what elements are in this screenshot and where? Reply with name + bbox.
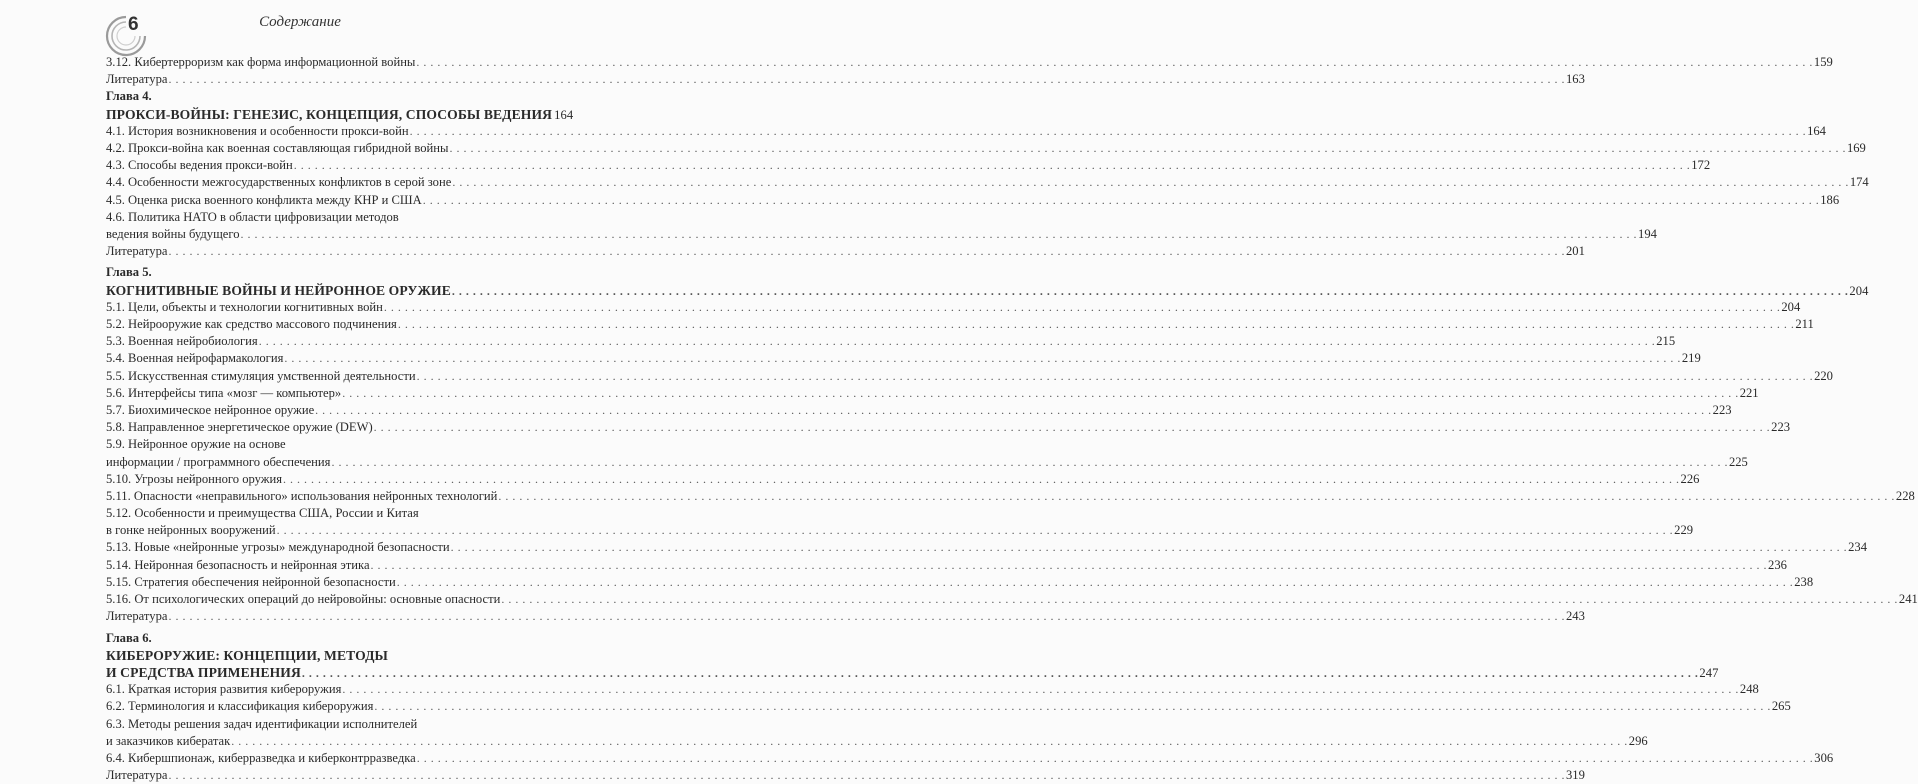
toc-entry xyxy=(106,243,1585,260)
toc-entry-page: 229 xyxy=(1674,523,1694,538)
toc-entry-label: КИБЕРОРУЖИЕ: КОНЦЕПЦИИ, МЕТОДЫ xyxy=(106,647,389,663)
toc-entry xyxy=(106,368,1833,385)
dot-leader: . . . . . . . . . . . . . . . . . . . . . . . . . . . . . . . . . . . . . . . . . . . . . . . . . . . . . . . . . . . . . . . . . . . . . . . . . . . . . . . . . . . . . . . . . . . . . . . . . . . . . . . . . . . . . . . . . . . . . . . . . . . . . . . . . . . . . . . . . . . . . . . . . . . . . . . . . . . . . . . . . . . . . . . . . . . . . . . . . . . . . . . . . . . . . . . . . . . . . . . . xyxy=(373,420,1771,435)
dot-leader: . . . . . . . . . . . . . . . . . . . . . . . . . . . . . . . . . . . . . . . . . . . . . . . . . . . . . . . . . . . . . . . . . . . . . . . . . . . . . . . . . . . . . . . . . . . . . . . . . . . . . . . . . . . . . . . . . . . . . . . . . . . . . . . . . . . . . . . . . . . . . . . . . . . . . . . . . . . . . . . . . . . . . . . . . . . . . . . . . . . . . . . . . . . . . . . . . . . . . . . . xyxy=(396,574,1794,589)
toc-entry xyxy=(106,350,1701,367)
chapter-title xyxy=(106,664,1719,681)
toc-entry xyxy=(106,767,1585,784)
toc-entry-label: ведения войны будущего xyxy=(106,226,240,241)
toc-entry-label: в гонке нейронных вооружений xyxy=(106,523,276,538)
toc-entry-label: 5.16. От психологических операций до нейровойны: основные опасности xyxy=(106,592,501,606)
toc-entry-page: 201 xyxy=(1565,244,1585,259)
toc-entry-page: 204 xyxy=(1849,283,1869,298)
toc-entry xyxy=(106,226,1657,243)
running-title: Содержание xyxy=(259,14,341,30)
toc-entry xyxy=(106,385,1759,402)
toc-entry-label: 5.7. Биохимическое нейронное оружие xyxy=(106,402,315,417)
toc-entry-page: 186 xyxy=(1820,192,1840,207)
toc-entry xyxy=(106,454,1748,471)
toc-entry-label: 5.9. Нейронное оружие на основе xyxy=(106,437,286,452)
toc-entry-page: 220 xyxy=(1814,368,1833,383)
toc-entry-label: 5.1. Цели, объекты и технологии когнитивных войн xyxy=(106,299,383,314)
toc-entry xyxy=(106,522,1694,539)
toc-entry-label: 5.8. Направленное энергетическое оружие (DEW) xyxy=(106,420,373,435)
dot-leader: . . . . . . . . . . . . . . . . . . . . . . . . . . . . . . . . . . . . . . . . . . . . . . . . . . . . . . . . . . . . . . . . . . . . . . . . . . . . . . . . . . . . . . . . . . . . . . . . . . . . . . . . . . . . . . . . . . . . . . . . . . . . . . . . . . . . . . . . . . . . . . . . . . . . . . . . . . . . . . . . . . . . . . . . . . . . . . . . . . . . . . . . . . . . . . . . . . . . . . . . xyxy=(383,299,1781,314)
toc-entry xyxy=(106,505,538,522)
toc-entry xyxy=(106,750,1834,767)
toc-entry-page: 215 xyxy=(1656,334,1676,349)
toc-entry-label: 4.2. Прокси-война как военная составляющая гибридной войны xyxy=(106,140,449,155)
toc-entry-label: информации / программного обеспечения xyxy=(106,454,331,469)
toc-entry xyxy=(106,333,1676,350)
dot-leader: . . . . . . . . . . . . . . . . . . . . . . . . . . . . . . . . . . . . . . . . . . . . . . . . . . . . . . . . . . . . . . . . . . . . . . . . . . . . . . . . . . . . . . . . . . . . . . . . . . . . . . . . . . . . . . . . . . . . . . . . . . . . . . . . . . . . . . . . . . . . . . . . . . . . . . . . . . . . . . . . . . . . . . . . . . . . . . . . . . . . . . . . . . . . . . . . . . . . . . . . xyxy=(451,283,1849,298)
dot-leader: . . . . . . . . . . . . . . . . . . . . . . . . . . . . . . . . . . . . . . . . . . . . . . . . . . . . . . . . . . . . . . . . . . . . . . . . . . . . . . . . . . . . . . . . . . . . . . . . . . . . . . . . . . . . . . . . . . . . . . . . . . . . . . . . . . . . . . . . . . . . . . . . . . . . . . . . . . . . . . . . . . . . . . . . . . . . . . . . . . . . . . . . . . . . . . . . . . . . . . . . xyxy=(397,317,1795,331)
dot-leader: . . . . . . . . . . . . . . . . . . . . . . . . . . . . . . . . . . . . . . . . . . . . . . . . . . . . . . . . . . . . . . . . . . . . . . . . . . . . . . . . . . . . . . . . . . . . . . . . . . . . . . . . . . . . . . . . . . . . . . . . . . . . . . . . . . . . . . . . . . . . . . . . . . . . . . . . . . . . . . . . . . . . . . . . . . . . . . . . . . . . . . . . . . . . . . . . . . . . . . . . xyxy=(416,55,1813,69)
toc-entry xyxy=(106,157,1711,174)
toc-entry-page: 221 xyxy=(1739,385,1759,400)
toc-entry xyxy=(106,316,1814,333)
dot-leader: . . . . . . . . . . . . . . . . . . . . . . . . . . . . . . . . . . . . . . . . . . . . . . . . . . . . . . . . . . . . . . . . . . . . . . . . . . . . . . . . . . . . . . . . . . . . . . . . . . . . . . . . . . . . . . . . . . . . . . . . . . . . . . . . . . . . . . . . . . . . . . . . . . . . . . . . . . . . . . . . . . . . . . . . . . . . . . . . . . . . . . . . . . . . . . . . . . . . . . . . xyxy=(168,244,1565,259)
toc-entry xyxy=(106,471,1700,488)
dot-leader: . . . . . . . . . . . . . . . . . . . . . . . . . . . . . . . . . . . . . . . . . . . . . . . . . . . . . . . . . . . . . . . . . . . . . . . . . . . . . . . . . . . . . . . . . . . . . . . . . . . . . . . . . . . . . . . . . . . . . . . . . . . . . . . . . . . . . . . . . . . . . . . . . . . . . . . . . . . . . . . . . . . . . . . . . . . . . . . . . . . . . . . . . . . . . . . . . . . . . . . . xyxy=(331,454,1728,469)
toc-entry xyxy=(106,123,1826,140)
toc-entry-label: 6.1. Краткая история развития кибероружия xyxy=(106,682,342,697)
toc-entry-page: 228 xyxy=(1895,488,1915,503)
toc-entry-label: И СРЕДСТВА ПРИМЕНЕНИЯ xyxy=(106,664,301,680)
toc-entry xyxy=(106,488,1915,505)
dot-leader: . . . . . . . . . . . . . . . . . . . . . . . . . . . . . . . . . . . . . . . . . . . . . . . . . . . . . . . . . . . . . . . . . . . . . . . . . . . . . . . . . . . . . . . . . . . . . . . . . . . . . . . . . . . . . . . . . . . . . . . . . . . . . . . . . . . . . . . . . . . . . . . . . . . . . . . . . . . . . . . . . . . . . . . . . . . . . . . . . . . . . . . . . . . . . . . . . . . . . . . . xyxy=(374,699,1771,714)
toc-entry-page: 164 xyxy=(1807,123,1826,138)
toc-entry-label: 5.2. Нейрооружие как средство массового подчинения xyxy=(106,317,397,331)
toc-entry xyxy=(106,419,1791,436)
toc-entry-page: 172 xyxy=(1691,158,1711,173)
chapter-heading xyxy=(106,88,538,105)
page-number: 6 xyxy=(128,14,139,35)
toc-entry xyxy=(106,209,538,226)
dot-leader: . . . . . . . . . . . . . . . . . . . . . . . . . . . . . . . . . . . . . . . . . . . . . . . . . . . . . . . . . . . . . . . . . . . . . . . . . . . . . . . . . . . . . . . . . . . . . . . . . . . . . . . . . . . . . . . . . . . . . . . . . . . . . . . . . . . . . . . . . . . . . . . . . . . . . . . . . . . . . . . . . . . . . . . . . . . . . . . . . . . . . . . . . . . . . . . . . . . . . . . . xyxy=(409,123,1807,138)
toc-entry-page: 225 xyxy=(1728,454,1748,469)
toc-entry-label: 5.14. Нейронная безопасность и нейронная этика xyxy=(106,557,370,572)
toc-entry-page: 159 xyxy=(1813,55,1833,69)
dot-leader: . . . . . . . . . . . . . . . . . . . . . . . . . . . . . . . . . . . . . . . . . . . . . . . . . . . . . . . . . . . . . . . . . . . . . . . . . . . . . . . . . . . . . . . . . . . . . . . . . . . . . . . . . . . . . . . . . . . . . . . . . . . . . . . . . . . . . . . . . . . . . . . . . . . . . . . . . . . . . . . . . . . . . . . . . . . . . . . . . . . . . . . . . . . . . . . . . . . . . . . . xyxy=(315,402,1712,417)
dot-leader: . . . . . . . . . . . . . . . . . . . . . . . . . . . . . . . . . . . . . . . . . . . . . . . . . . . . . . . . . . . . . . . . . . . . . . . . . . . . . . . . . . . . . . . . . . . . . . . . . . . . . . . . . . . . . . . . . . . . . . . . . . . . . . . . . . . . . . . . . . . . . . . . . . . . . . . . . . . . . . . . . . . . . . . . . . . . . . . . . . . . . . . . . . . . . . . . . . . . . . . . xyxy=(370,557,1768,572)
toc-entry-page: 265 xyxy=(1771,699,1791,714)
toc-entry-page: 319 xyxy=(1565,768,1585,783)
toc-entry-label: 5.6. Интерфейсы типа «мозг — компьютер» xyxy=(106,385,342,400)
toc-entry-label: и заказчиков кибератак xyxy=(106,733,231,748)
toc-entry-label: 4.1. История возникновения и особенности прокси-войн xyxy=(106,123,409,138)
toc-entry-label: Литература xyxy=(106,609,168,624)
toc-entry-label: 5.4. Военная нейрофармакология xyxy=(106,351,284,366)
toc-entry-label: 6.2. Терминология и классификация кибероружия xyxy=(106,699,374,714)
toc-entry-label: 3.12. Кибертерроризм как форма информационной войны xyxy=(106,55,416,69)
toc-entry xyxy=(106,539,1867,556)
dot-leader: . . . . . . . . . . . . . . . . . . . . . . . . . . . . . . . . . . . . . . . . . . . . . . . . . . . . . . . . . . . . . . . . . . . . . . . . . . . . . . . . . . . . . . . . . . . . . . . . . . . . . . . . . . . . . . . . . . . . . . . . . . . . . . . . . . . . . . . . . . . . . . . . . . . . . . . . . . . . . . . . . . . . . . . . . . . . . . . . . . . . . . . . . . . . . . . . . . . . . . . . xyxy=(498,488,1895,503)
toc-entry xyxy=(106,681,1759,698)
toc-entry-page: 238 xyxy=(1794,574,1814,589)
toc-entry xyxy=(106,192,1840,209)
dot-leader: . . . . . . . . . . . . . . . . . . . . . . . . . . . . . . . . . . . . . . . . . . . . . . . . . . . . . . . . . . . . . . . . . . . . . . . . . . . . . . . . . . . . . . . . . . . . . . . . . . . . . . . . . . . . . . . . . . . . . . . . . . . . . . . . . . . . . . . . . . . . . . . . . . . . . . . . . . . . . . . . . . . . . . . . . . . . . . . . . . . . . . . . . . . . . . . . . . . . . . . . xyxy=(450,540,1848,555)
dot-leader: . . . . . . . . . . . . . . . . . . . . . . . . . . . . . . . . . . . . . . . . . . . . . . . . . . . . . . . . . . . . . . . . . . . . . . . . . . . . . . . . . . . . . . . . . . . . . . . . . . . . . . . . . . . . . . . . . . . . . . . . . . . . . . . . . . . . . . . . . . . . . . . . . . . . . . . . . . . . . . . . . . . . . . . . . . . . . . . . . . . . . . . . . . . . . . . . . . . . . . . . xyxy=(293,158,1691,173)
dot-leader: . . . . . . . . . . . . . . . . . . . . . . . . . . . . . . . . . . . . . . . . . . . . . . . . . . . . . . . . . . . . . . . . . . . . . . . . . . . . . . . . . . . . . . . . . . . . . . . . . . . . . . . . . . . . . . . . . . . . . . . . . . . . . . . . . . . . . . . . . . . . . . . . . . . . . . . . . . . . . . . . . . . . . . . . . . . . . . . . . . . . . . . . . . . . . . . . . . . . . . . . xyxy=(342,682,1739,697)
toc-entry-page: 241 xyxy=(1898,592,1918,606)
dot-leader: . . . . . . . . . . . . . . . . . . . . . . . . . . . . . . . . . . . . . . . . . . . . . . . . . . . . . . . . . . . . . . . . . . . . . . . . . . . . . . . . . . . . . . . . . . . . . . . . . . . . . . . . . . . . . . . . . . . . . . . . . . . . . . . . . . . . . . . . . . . . . . . . . . . . . . . . . . . . . . . . . . . . . . . . . . . . . . . . . . . . . . . . . . . . . . . . . . . . . . . . xyxy=(276,523,1674,538)
toc-entry-label: 5.10. Угрозы нейронного оружия xyxy=(106,471,283,486)
toc-entry-label: 5.5. Искусственная стимуляция умственной деятельности xyxy=(106,368,416,383)
toc-entry-label: Литература xyxy=(106,244,168,259)
chapter-title xyxy=(106,106,574,123)
dot-leader: . . . . . . . . . . . . . . . . . . . . . . . . . . . . . . . . . . . . . . . . . . . . . . . . . . . . . . . . . . . . . . . . . . . . . . . . . . . . . . . . . . . . . . . . . . . . . . . . . . . . . . . . . . . . . . . . . . . . . . . . . . . . . . . . . . . . . . . . . . . . . . . . . . . . . . . . . . . . . . . . . . . . . . . . . . . . . . . . . . . . . . . . . . . . . . . . . . . . . . . . xyxy=(449,140,1846,155)
toc-entry xyxy=(106,698,1791,715)
chapter-heading xyxy=(106,264,538,281)
toc-entry xyxy=(106,71,1585,88)
toc-entry-page: 234 xyxy=(1848,540,1867,555)
toc-entry-label: 6.4. Кибершпионаж, киберразведка и киберконтрразведка xyxy=(106,750,416,765)
toc-entry-page: 236 xyxy=(1768,557,1787,572)
toc-entry-page: 169 xyxy=(1846,140,1866,155)
toc-entry-label: Глава 6. xyxy=(106,630,152,645)
toc-entry xyxy=(106,402,1732,419)
chapter-title xyxy=(106,647,538,664)
toc-entry-page: 223 xyxy=(1712,402,1732,417)
toc-entry-label: Глава 4. xyxy=(106,89,152,104)
dot-leader: . . . . . . . . . . . . . . . . . . . . . . . . . . . . . . . . . . . . . . . . . . . . . . . . . . . . . . . . . . . . . . . . . . . . . . . . . . . . . . . . . . . . . . . . . . . . . . . . . . . . . . . . . . . . . . . . . . . . . . . . . . . . . . . . . . . . . . . . . . . . . . . . . . . . . . . . . . . . . . . . . . . . . . . . . . . . . . . . . . . . . . . . . . . . . . . . . . . . . . . . xyxy=(258,334,1656,349)
dot-leader: . . . . . . . . . . . . . . . . . . . . . . . . . . . . . . . . . . . . . . . . . . . . . . . . . . . . . . . . . . . . . . . . . . . . . . . . . . . . . . . . . . . . . . . . . . . . . . . . . . . . . . . . . . . . . . . . . . . . . . . . . . . . . . . . . . . . . . . . . . . . . . . . . . . . . . . . . . . . . . . . . . . . . . . . . . . . . . . . . . . . . . . . . . . . . . . . . . . . . . . . xyxy=(301,665,1699,680)
toc-entry xyxy=(106,436,538,453)
toc-entry-page: 164 xyxy=(554,107,574,122)
toc-entry-page: 247 xyxy=(1699,665,1719,680)
dot-leader: . . . . . . . . . . . . . . . . . . . . . . . . . . . . . . . . . . . . . . . . . . . . . . . . . . . . . . . . . . . . . . . . . . . . . . . . . . . . . . . . . . . . . . . . . . . . . . . . . . . . . . . . . . . . . . . . . . . . . . . . . . . . . . . . . . . . . . . . . . . . . . . . . . . . . . . . . . . . . . . . . . . . . . . . . . . . . . . . . . . . . . . . . . . . . . . . . . . . . . . . xyxy=(416,368,1814,383)
toc-entry-page: 211 xyxy=(1795,317,1814,331)
toc-entry xyxy=(106,716,538,733)
dot-leader: . . . . . . . . . . . . . . . . . . . . . . . . . . . . . . . . . . . . . . . . . . . . . . . . . . . . . . . . . . . . . . . . . . . . . . . . . . . . . . . . . . . . . . . . . . . . . . . . . . . . . . . . . . . . . . . . . . . . . . . . . . . . . . . . . . . . . . . . . . . . . . . . . . . . . . . . . . . . . . . . . . . . . . . . . . . . . . . . . . . . . . . . . . . . . . . . . . . . . . . . xyxy=(452,175,1849,190)
toc-entry-page: 219 xyxy=(1681,351,1701,366)
dot-leader: . . . . . . . . . . . . . . . . . . . . . . . . . . . . . . . . . . . . . . . . . . . . . . . . . . . . . . . . . . . . . . . . . . . . . . . . . . . . . . . . . . . . . . . . . . . . . . . . . . . . . . . . . . . . . . . . . . . . . . . . . . . . . . . . . . . . . . . . . . . . . . . . . . . . . . . . . . . . . . . . . . . . . . . . . . . . . . . . . . . . . . . . . . . . . . . . . . . . . . . . xyxy=(284,351,1681,366)
table-of-contents xyxy=(106,54,1918,784)
toc-entry-label: ПРОКСИ-ВОЙНЫ: ГЕНЕЗИС, КОНЦЕПЦИЯ, СПОСОБЫ ВЕДЕНИЯ xyxy=(106,106,553,122)
toc-entry-label: Литература xyxy=(106,72,168,87)
toc-entry-label: 4.5. Оценка риска военного конфликта между КНР и США xyxy=(106,192,422,207)
toc-entry xyxy=(106,140,1866,157)
toc-entry xyxy=(106,733,1648,750)
toc-entry-label: 6.3. Методы решения задач идентификации исполнителей xyxy=(106,716,418,731)
toc-entry-page: 248 xyxy=(1739,682,1759,697)
toc-entry-page: 296 xyxy=(1628,733,1648,748)
dot-leader: . . . . . . . . . . . . . . . . . . . . . . . . . . . . . . . . . . . . . . . . . . . . . . . . . . . . . . . . . . . . . . . . . . . . . . . . . . . . . . . . . . . . . . . . . . . . . . . . . . . . . . . . . . . . . . . . . . . . . . . . . . . . . . . . . . . . . . . . . . . . . . . . . . . . . . . . . . . . . . . . . . . . . . . . . . . . . . . . . . . . . . . . . . . . . . . . . . . . . . . . xyxy=(416,750,1814,765)
toc-entry-page: 174 xyxy=(1849,175,1869,190)
toc-entry-label: 5.11. Опасности «неправильного» использования нейронных технологий xyxy=(106,488,498,503)
chapter-heading xyxy=(106,630,538,647)
dot-leader: . . . . . . . . . . . . . . . . . . . . . . . . . . . . . . . . . . . . . . . . . . . . . . . . . . . . . . . . . . . . . . . . . . . . . . . . . . . . . . . . . . . . . . . . . . . . . . . . . . . . . . . . . . . . . . . . . . . . . . . . . . . . . . . . . . . . . . . . . . . . . . . . . . . . . . . . . . . . . . . . . . . . . . . . . . . . . . . . . . . . . . . . . . . . . . . . . . . . . . . . xyxy=(168,609,1565,624)
toc-entry-label: 5.15. Стратегия обеспечения нейронной безопасности xyxy=(106,574,396,589)
toc-entry-page: 243 xyxy=(1565,609,1585,624)
toc-entry-page: 204 xyxy=(1781,299,1801,314)
toc-entry-page: 223 xyxy=(1771,420,1791,435)
dot-leader: . . . . . . . . . . . . . . . . . . . . . . . . . . . . . . . . . . . . . . . . . . . . . . . . . . . . . . . . . . . . . . . . . . . . . . . . . . . . . . . . . . . . . . . . . . . . . . . . . . . . . . . . . . . . . . . . . . . . . . . . . . . . . . . . . . . . . . . . . . . . . . . . . . . . . . . . . . . . . . . . . . . . . . . . . . . . . . . . . . . . . . . . . . . . . . . . . . . . . . . . xyxy=(240,226,1638,241)
toc-entry xyxy=(106,557,1787,574)
dot-leader: . . . . . . . . . . . . . . . . . . . . . . . . . . . . . . . . . . . . . . . . . . . . . . . . . . . . . . . . . . . . . . . . . . . . . . . . . . . . . . . . . . . . . . . . . . . . . . . . . . . . . . . . . . . . . . . . . . . . . . . . . . . . . . . . . . . . . . . . . . . . . . . . . . . . . . . . . . . . . . . . . . . . . . . . . . . . . . . . . . . . . . . . . . . . . . . . . . . . . . . . xyxy=(231,733,1628,748)
toc-entry xyxy=(106,174,1869,191)
toc-entry-label: Глава 5. xyxy=(106,265,152,280)
toc-entry xyxy=(106,54,1833,71)
chapter-title xyxy=(106,282,1869,299)
toc-entry-page: 306 xyxy=(1814,750,1834,765)
toc-entry-page: 163 xyxy=(1565,72,1585,87)
dot-leader: . . . . . . . . . . . . . . . . . . . . . . . . . . . . . . . . . . . . . . . . . . . . . . . . . . . . . . . . . . . . . . . . . . . . . . . . . . . . . . . . . . . . . . . . . . . . . . . . . . . . . . . . . . . . . . . . . . . . . . . . . . . . . . . . . . . . . . . . . . . . . . . . . . . . . . . . . . . . . . . . . . . . . . . . . . . . . . . . . . . . . . . . . . . . . . . . . . . . . . . . xyxy=(342,385,1739,400)
toc-entry-page: 226 xyxy=(1680,471,1700,486)
toc-entry xyxy=(106,574,1814,591)
toc-entry-label: 4.3. Способы ведения прокси-войн xyxy=(106,158,293,173)
toc-entry xyxy=(106,299,1801,316)
dot-leader: . . . . . . . . . . . . . . . . . . . . . . . . . . . . . . . . . . . . . . . . . . . . . . . . . . . . . . . . . . . . . . . . . . . . . . . . . . . . . . . . . . . . . . . . . . . . . . . . . . . . . . . . . . . . . . . . . . . . . . . . . . . . . . . . . . . . . . . . . . . . . . . . . . . . . . . . . . . . . . . . . . . . . . . . . . . . . . . . . . . . . . . . . . . . . . . . . . . . . . . . xyxy=(168,72,1565,87)
toc-entry-label: 4.4. Особенности межгосударственных конфликтов в серой зоне xyxy=(106,175,452,190)
toc-entry-label: 4.6. Политика НАТО в области цифровизации методов xyxy=(106,209,399,224)
toc-entry-label: КОГНИТИВНЫЕ ВОЙНЫ И НЕЙРОННОЕ ОРУЖИЕ xyxy=(106,282,451,298)
dot-leader: . . . . . . . . . . . . . . . . . . . . . . . . . . . . . . . . . . . . . . . . . . . . . . . . . . . . . . . . . . . . . . . . . . . . . . . . . . . . . . . . . . . . . . . . . . . . . . . . . . . . . . . . . . . . . . . . . . . . . . . . . . . . . . . . . . . . . . . . . . . . . . . . . . . . . . . . . . . . . . . . . . . . . . . . . . . . . . . . . . . . . . . . . . . . . . . . . . . . . . . . xyxy=(283,471,1680,486)
toc-entry-label: 5.12. Особенности и преимущества США, России и Китая xyxy=(106,506,419,521)
dot-leader: . . . . . . . . . . . . . . . . . . . . . . . . . . . . . . . . . . . . . . . . . . . . . . . . . . . . . . . . . . . . . . . . . . . . . . . . . . . . . . . . . . . . . . . . . . . . . . . . . . . . . . . . . . . . . . . . . . . . . . . . . . . . . . . . . . . . . . . . . . . . . . . . . . . . . . . . . . . . . . . . . . . . . . . . . . . . . . . . . . . . . . . . . . . . . . . . . . . . . . . . xyxy=(168,768,1565,783)
toc-entry-label: 5.13. Новые «нейронные угрозы» международной безопасности xyxy=(106,540,450,555)
dot-leader: . . . . . . . . . . . . . . . . . . . . . . . . . . . . . . . . . . . . . . . . . . . . . . . . . . . . . . . . . . . . . . . . . . . . . . . . . . . . . . . . . . . . . . . . . . . . . . . . . . . . . . . . . . . . . . . . . . . . . . . . . . . . . . . . . . . . . . . . . . . . . . . . . . . . . . . . . . . . . . . . . . . . . . . . . . . . . . . . . . . . . . . . . . . . . . . . . . . . . . . . xyxy=(501,592,1898,606)
dot-leader: . . . . . . . . . . . . . . . . . . . . . . . . . . . . . . . . . . . . . . . . . . . . . . . . . . . . . . . . . . . . . . . . . . . . . . . . . . . . . . . . . . . . . . . . . . . . . . . . . . . . . . . . . . . . . . . . . . . . . . . . . . . . . . . . . . . . . . . . . . . . . . . . . . . . . . . . . . . . . . . . . . . . . . . . . . . . . . . . . . . . . . . . . . . . . . . . . . . . . . . . xyxy=(422,192,1820,207)
toc-entry xyxy=(106,591,1918,608)
toc-entry-page: 194 xyxy=(1638,226,1657,241)
toc-entry xyxy=(106,608,1585,625)
toc-entry-label: Литература xyxy=(106,768,168,783)
toc-entry-label: 5.3. Военная нейробиология xyxy=(106,334,258,349)
